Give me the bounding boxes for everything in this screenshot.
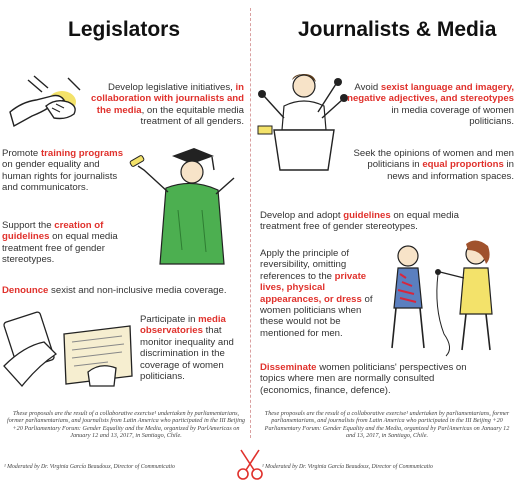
- p2-highlight: training programs: [40, 148, 124, 159]
- jp2-highlight: equal proportions: [422, 159, 504, 171]
- documents-illustration: [4, 306, 136, 388]
- p5-text-c: that monitor inequality and discrimination in the coverage of women politicians.: [140, 325, 234, 383]
- jp2-text-a: Seek the opinions of women and men politicians in: [353, 148, 514, 171]
- journalists-point-4: [260, 248, 384, 339]
- journalists-point-5: [260, 362, 486, 396]
- journalists-title: Journalists & Media: [298, 18, 497, 41]
- jp5-text-c: women politicians' perspectives on topics where men are normally consulted (economics, finance, defence).: [260, 362, 467, 396]
- p1-text-a: Develop legislative initiatives,: [108, 82, 233, 93]
- journalists-moderator-note: ¹ Moderated by Dr. Virginia García Beaudoux, Director of Communicatio: [262, 464, 433, 470]
- podium-illustration: [254, 66, 350, 176]
- legislators-point-3: [2, 220, 130, 266]
- p1-highlight: in collaboration with journalists and the media: [91, 82, 244, 116]
- p5-text-a: Participate in: [140, 314, 199, 325]
- journalists-point-3: [260, 210, 500, 233]
- jp4-text-a: Apply the principle of reversibility, omitting references to the: [260, 248, 350, 282]
- jp4-text-c: of women politicians when these would not be mentioned for men.: [260, 293, 373, 339]
- journalists-point-1: [344, 82, 514, 128]
- jp1-text-c: in media coverage of women politicians.: [391, 104, 514, 128]
- p4-highlight: Denounce: [2, 285, 49, 296]
- jp4-highlight: private lives, physical appearances, or dress: [260, 270, 367, 305]
- legislators-title: Legislators: [68, 18, 181, 41]
- p1-text-c: , on the equitable media treatment of all genders.: [140, 104, 244, 128]
- p5-highlight: media observatories: [140, 314, 226, 337]
- p3-text-a: Support the: [2, 220, 55, 231]
- column-divider: [250, 8, 251, 438]
- handshake-illustration: [8, 72, 88, 136]
- jp2-text-c: in news and information spaces.: [387, 159, 514, 182]
- journalists-column: [252, 0, 514, 500]
- jp3-text-a: Develop and adopt: [260, 210, 344, 221]
- legislators-column: [0, 0, 250, 500]
- p4-text-c: sexist and non-inclusive media coverage.: [48, 285, 227, 296]
- p2-text-a: Promote: [2, 148, 41, 159]
- legislators-moderator-note: ¹ Moderated by Dr. Virginia García Beaudoux, Director of Communicatio: [4, 464, 175, 470]
- legislators-point-1: [86, 82, 244, 128]
- legislators-point-2: [2, 148, 130, 194]
- interview-illustration: [384, 238, 500, 358]
- graduate-illustration: [126, 140, 238, 266]
- legislators-point-4: [2, 285, 242, 296]
- p3-text-c: on equal media treatment free of gender stereotypes.: [2, 231, 118, 266]
- legislators-footnote: These proposals are the result of a collaborative exercise¹ undertaken by parliamentarians, former parliamentarians, and journalists from Latin America who participated in the III Beijing +20 Parliamentary Forum: Gender Equality and the Media, organized by ParlAmericas on January 12 and 13, 2017, in Santiago, Chile.: [6, 410, 246, 440]
- p3-highlight: creation of guidelines: [2, 220, 104, 243]
- journalists-footnote: These proposals are the result of a collaborative exercise¹ undertaken by parliamentarians, former parliamentarians, and journalists from Latin America who participated in the III Beijing +20 Parliamentary Forum: Gender Equality and the Media, organized by ParlAmericas on January 12 and 13, 2017, in Santiago, Chile.: [264, 410, 510, 440]
- jp1-highlight: sexist language and imagery, negative adjectives, and stereotypes: [347, 82, 514, 105]
- jp3-highlight: guidelines: [343, 210, 391, 221]
- p2-text-c: on gender equality and human rights for journalists and communicators.: [2, 159, 118, 194]
- journalists-point-2: [344, 148, 514, 182]
- jp1-text-a: Avoid: [354, 82, 381, 93]
- jp5-highlight: Disseminate: [260, 362, 317, 373]
- legislators-point-5: [140, 314, 244, 382]
- jp3-text-c: on equal media treatment free of gender stereotypes.: [260, 210, 459, 233]
